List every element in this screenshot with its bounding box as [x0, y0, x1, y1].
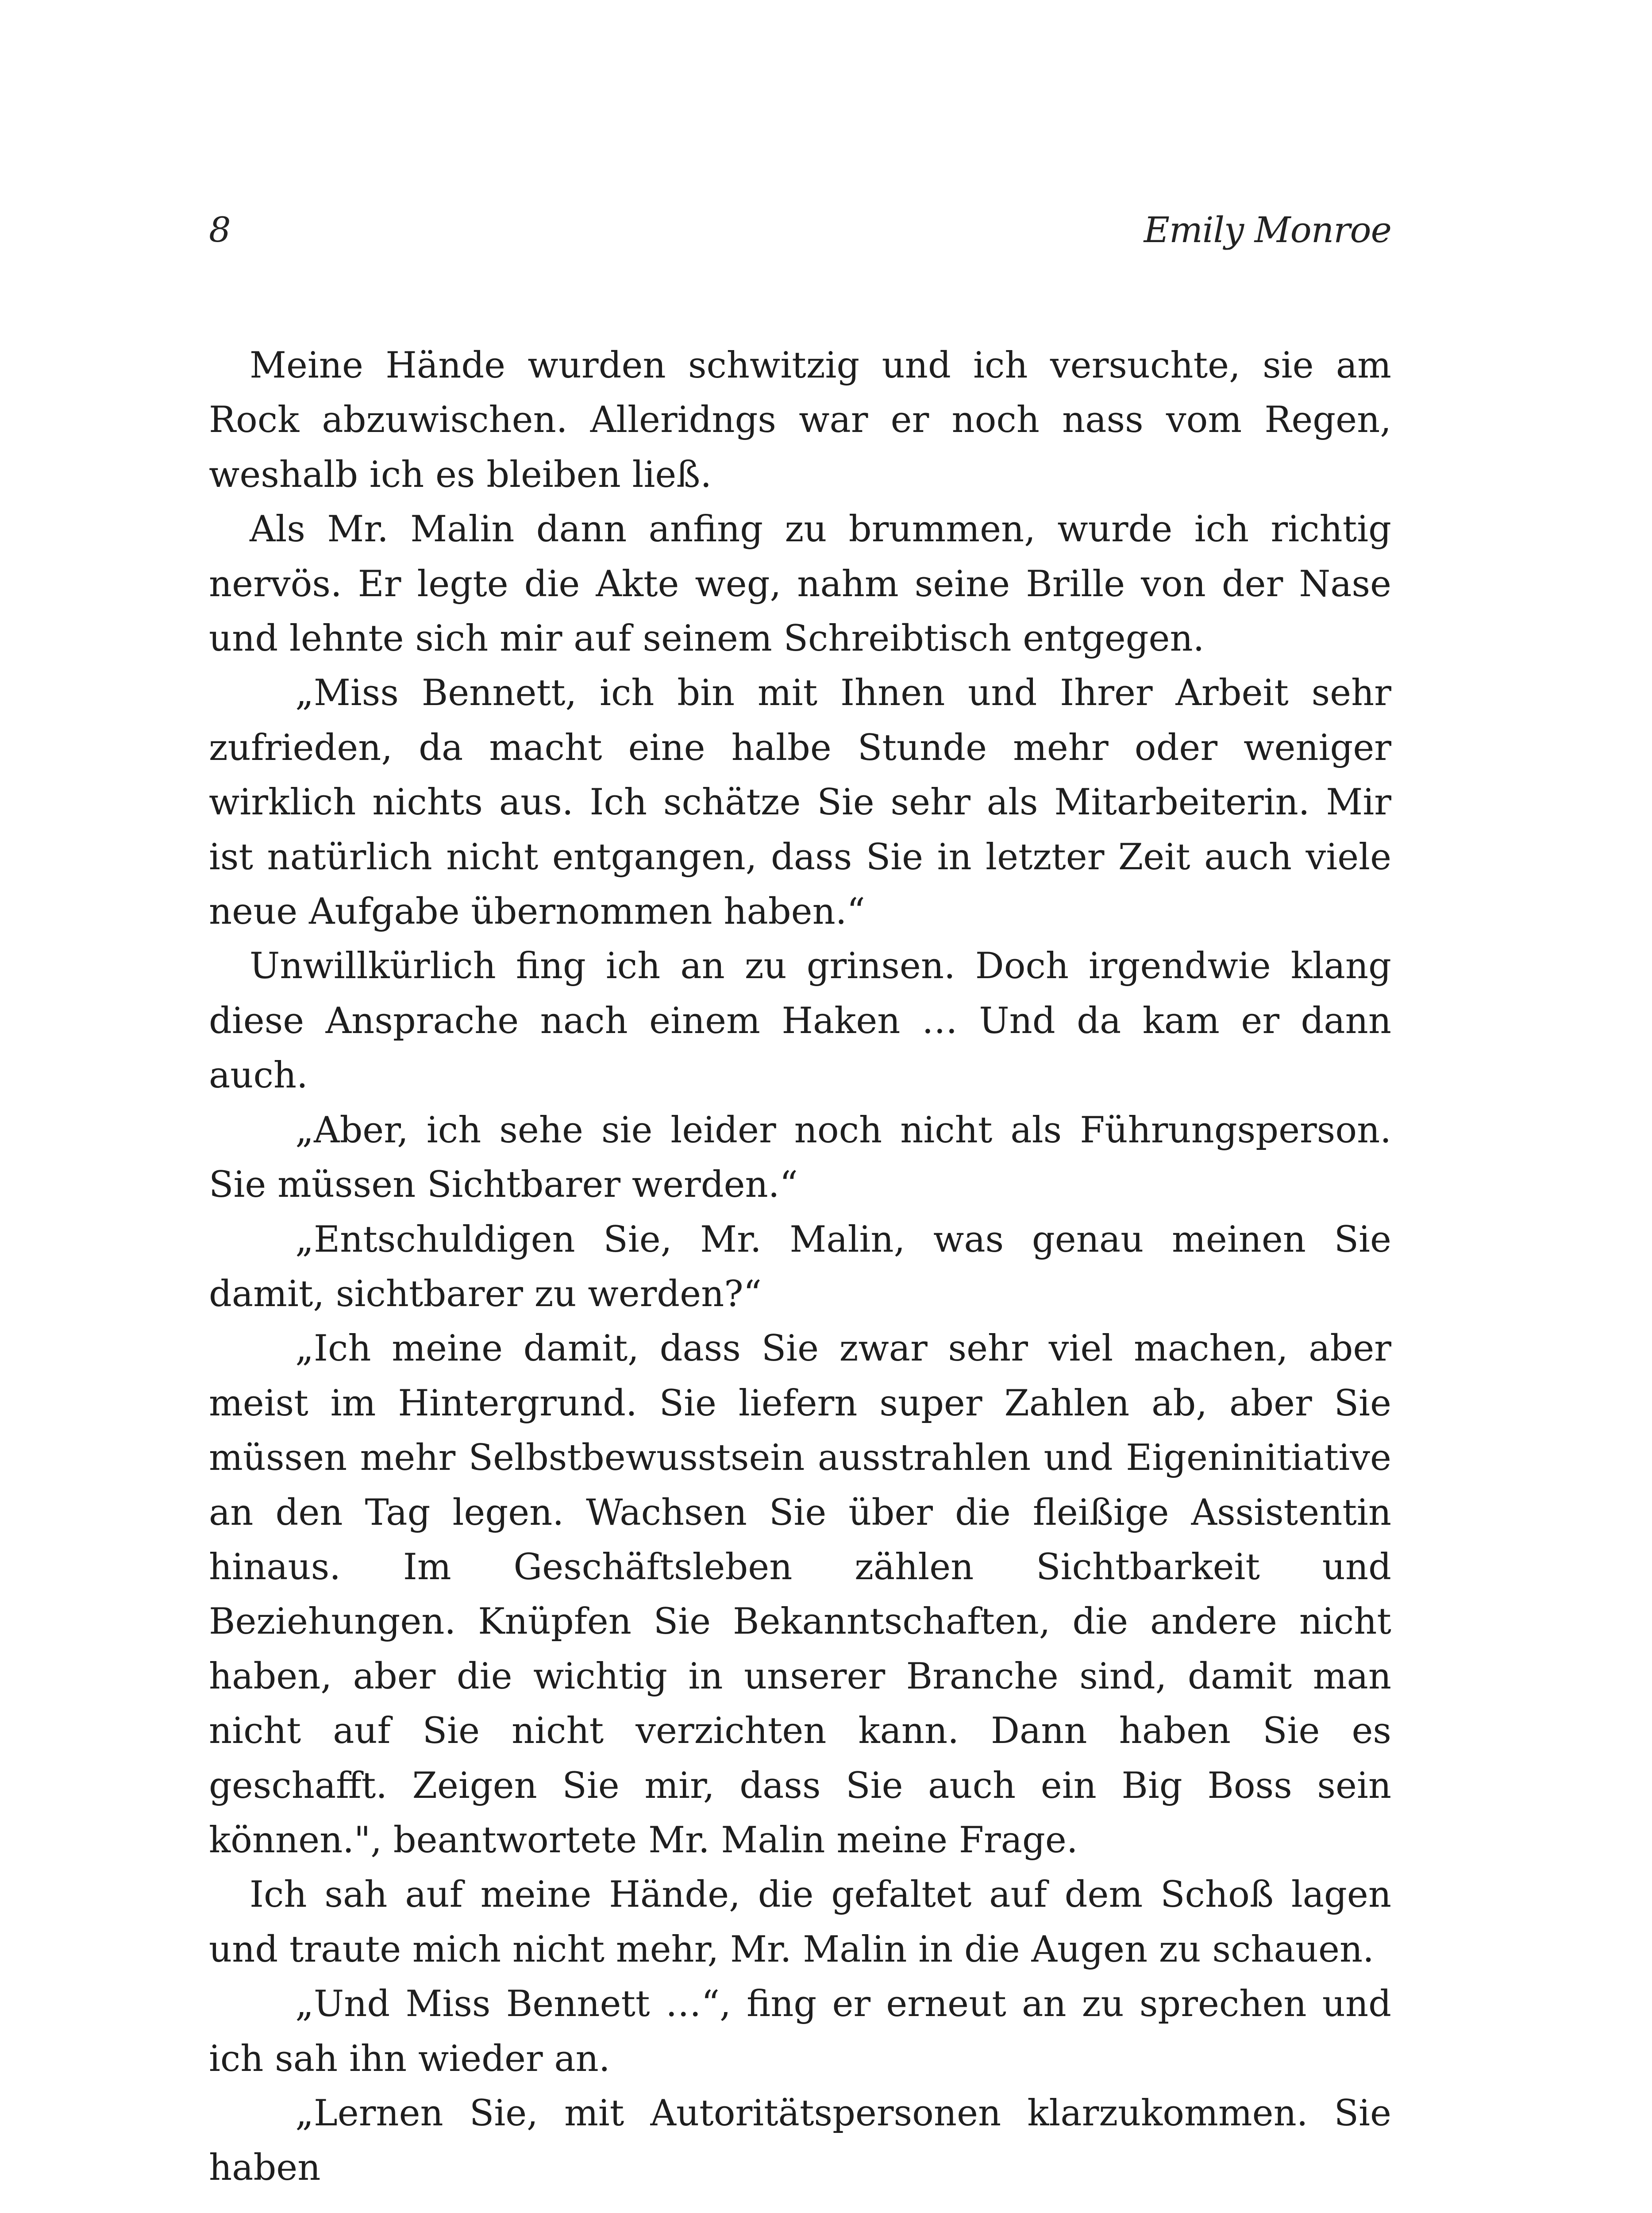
page-number: 8	[209, 210, 231, 250]
paragraph: Meine Hände wurden schwitzig und ich versuchte, sie am Rock abzuwischen. Alleridngs war er noch nass vom Regen, weshalb ich es bleiben ließ.	[209, 345, 1391, 496]
paragraph: „Aber, ich sehe sie leider noch nicht als Führungsperson. Sie müssen Sichtbarer werden.“	[209, 1109, 1391, 1206]
paragraph: Unwillkürlich fing ich an zu grinsen. Doch irgendwie klang diese Ansprache nach einem Haken … Und da kam er dann auch.	[209, 945, 1391, 1097]
paragraph: „Entschuldigen Sie, Mr. Malin, was genau meinen Sie damit, sichtbarer zu werden?“	[209, 1218, 1391, 1315]
paragraph: „Miss Bennett, ich bin mit Ihnen und Ihrer Arbeit sehr zufrieden, da macht eine halbe Stunde mehr oder weniger wirklich nichts aus. Ich schätze Sie sehr als Mitarbeiterin. Mir ist natürlich nicht entgangen, dass Sie in letzter Zeit auch viele neue Aufgabe übernommen haben.“	[209, 672, 1391, 933]
running-header	[209, 208, 1391, 270]
paragraph: Ich sah auf meine Hände, die gefaltet auf dem Schoß lagen und traute mich nicht mehr, Mr. Malin in die Augen zu schauen.	[209, 1874, 1391, 1970]
paragraph: Als Mr. Malin dann anfing zu brummen, wurde ich richtig nervös. Er legte die Akte weg, nahm seine Brille von der Nase und lehnte sich mir auf seinem Schreibtisch entgegen.	[209, 509, 1391, 660]
paragraph: „Lernen Sie, mit Autoritätspersonen klarzukommen. Sie haben	[209, 2093, 1391, 2189]
paragraph: „Ich meine damit, dass Sie zwar sehr viel machen, aber meist im Hintergrund. Sie liefern super Zahlen ab, aber Sie müssen mehr Selbstbewusstsein ausstrahlen und Eigeninitiative an den Tag legen. Wachsen Sie über die fleißige Assistentin hinaus. Im Geschäftsleben zählen Sichtbarkeit und Beziehungen. Knüpfen Sie Bekanntschaften, die andere nicht haben, aber die wichtig in unserer Branche sind, damit man nicht auf Sie nicht verzichten kann. Dann haben Sie es geschafft. Zeigen Sie mir, dass Sie auch ein Big Boss sein können.", beantwortete Mr. Malin meine Frage.	[209, 1328, 1391, 1861]
author-name: Emily Monroe	[1144, 209, 1391, 251]
paragraph: „Und Miss Bennett …“, fing er erneut an zu sprechen und ich sah ihn wieder an.	[209, 1983, 1391, 2080]
body-text	[209, 339, 1391, 2196]
